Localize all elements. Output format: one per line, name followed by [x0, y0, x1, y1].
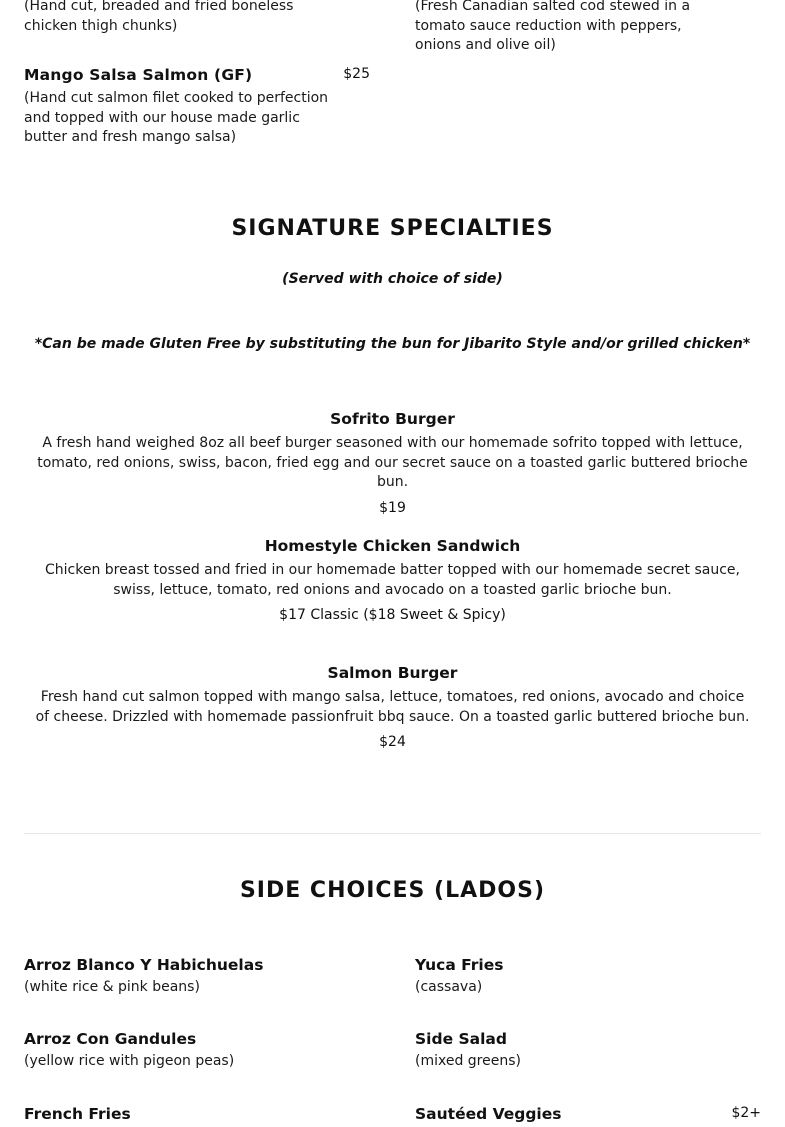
- section-title-sides: SIDE CHOICES (LADOS): [239, 878, 546, 903]
- side-item-french-fries: [24, 1105, 364, 1123]
- section-title-signature: SIGNATURE SPECIALTIES: [231, 216, 554, 241]
- side-description: (white rice & pink beans): [24, 979, 200, 995]
- side-item-arroz-con-gandules: [24, 1030, 364, 1069]
- side-name: Arroz Blanco Y Habichuelas: [24, 956, 264, 974]
- special-name: Sofrito Burger: [330, 410, 455, 428]
- menu-item-mango-salsa-salmon: [24, 66, 370, 148]
- side-item-yuca-fries: [415, 956, 755, 995]
- special-item-chicken-sandwich: [34, 537, 751, 623]
- special-price: $24: [379, 734, 406, 750]
- side-price: $2+: [731, 1105, 761, 1121]
- served-with-note: (Served with choice of side): [282, 271, 503, 287]
- side-item-arroz-blanco: [24, 956, 364, 995]
- special-price: $17 Classic ($18 Sweet & Spicy): [279, 607, 506, 623]
- special-name: Salmon Burger: [327, 664, 458, 682]
- section-divider: [24, 833, 761, 834]
- special-item-sofrito-burger: [34, 410, 751, 516]
- gluten-free-note: *Can be made Gluten Free by substituting the bun for Jibarito Style and/or grilled chicken*: [34, 336, 751, 352]
- side-item-side-salad: [415, 1030, 755, 1069]
- side-description: (yellow rice with pigeon peas): [24, 1053, 235, 1069]
- prev-item-right-description: (Fresh Canadian salted cod stewed in a tomato sauce reduction with peppers, onions and olive oil): [415, 0, 691, 53]
- special-description: A fresh hand weighed 8oz all beef burger seasoned with our homemade sofrito topped with lettuce, tomato, red onions, swiss, bacon, fried egg and our secret sauce on a toasted garlic buttered brioche bun.: [37, 435, 748, 490]
- item-description: (Hand cut salmon filet cooked to perfection and topped with our house made garlic butter and fresh mango salsa): [24, 90, 329, 145]
- side-name: Side Salad: [415, 1030, 507, 1048]
- side-name: French Fries: [24, 1105, 131, 1123]
- prev-item-left-description: (Hand cut, breaded and fried boneless chicken thigh chunks): [24, 0, 294, 34]
- special-price: $19: [379, 499, 406, 516]
- special-description: Fresh hand cut salmon topped with mango salsa, lettuce, tomatoes, red onions, avocado and choice of cheese. Drizzled with homemade passionfruit bbq sauce. On a toasted garlic buttered brioche bun.: [35, 689, 750, 725]
- side-name: Yuca Fries: [415, 956, 504, 974]
- special-item-salmon-burger: [34, 664, 751, 750]
- side-name: Sautéed Veggies: [415, 1105, 562, 1123]
- special-description: Chicken breast tossed and fried in our homemade batter topped with our homemade secret sauce, swiss, lettuce, tomato, red onions and avocado on a toasted garlic brioche bun.: [45, 562, 740, 598]
- side-name: Arroz Con Gandules: [24, 1030, 197, 1048]
- side-description: (cassava): [415, 979, 483, 995]
- side-description: (mixed greens): [415, 1053, 521, 1069]
- item-price: $25: [343, 66, 370, 82]
- item-name: Mango Salsa Salmon (GF): [24, 66, 253, 84]
- special-name: Homestyle Chicken Sandwich: [264, 537, 521, 555]
- side-item-sauteed-veggies: [415, 1105, 761, 1123]
